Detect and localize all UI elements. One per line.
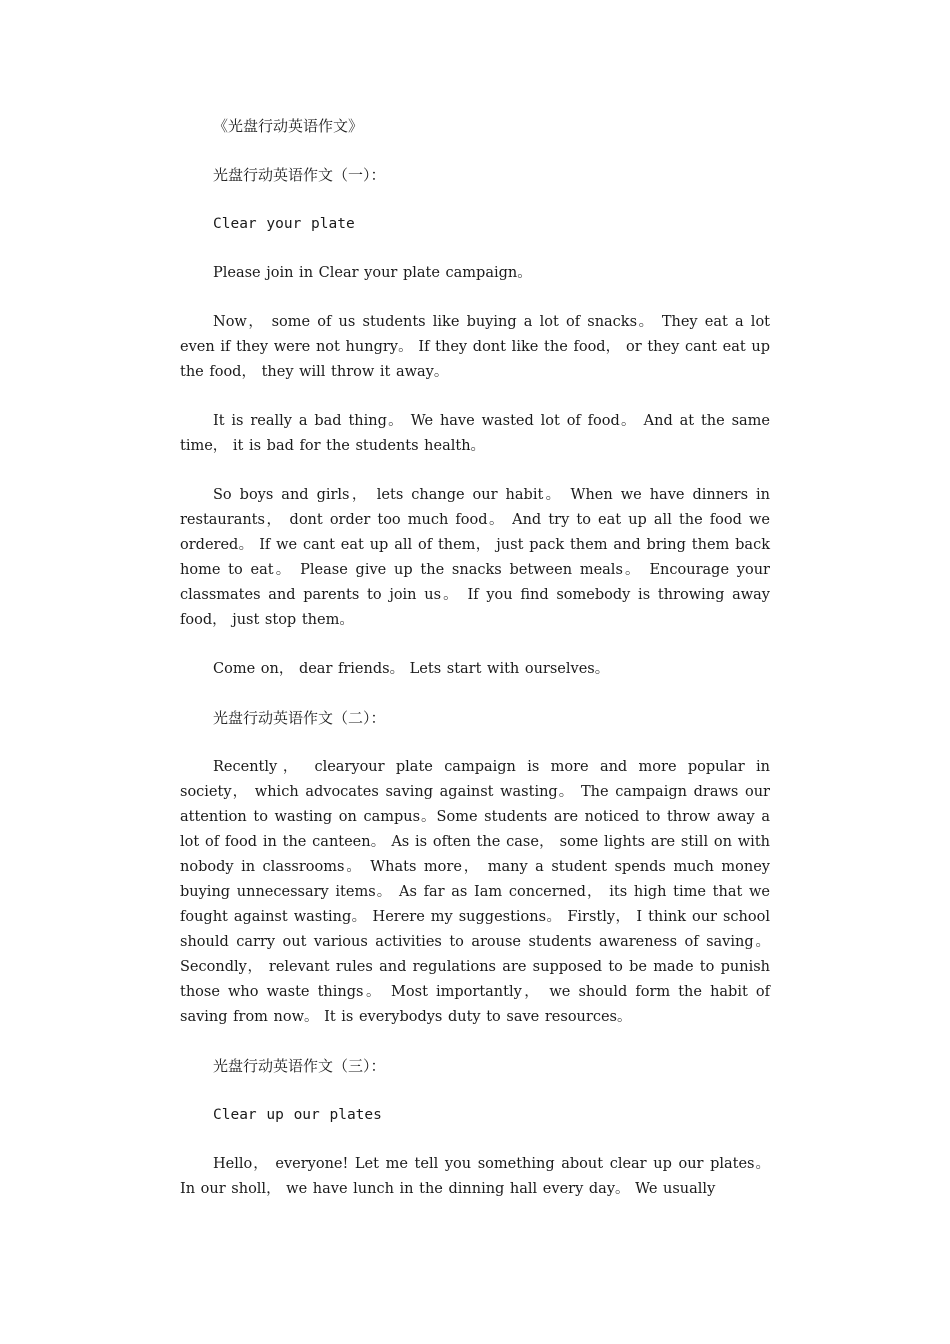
section-1-paragraph-3: It is really a bad thing。 We have wasted lot of food。 And at the same time， it is bad for the students health。 (180, 413, 770, 454)
section-3-paragraph-1: Hello， everyone! Let me tell you something about clear up our plates。 In our sholl， we have lunch in the dinning hall every day。 We usually (180, 1156, 770, 1197)
section-1-paragraph-4: So boys and girls， lets change our habit。 When we have dinners in restaurants， dont order too much food。 And try to eat up all the food we ordered。 If we cant eat up all of them， just pack them and bring them back home to eat。 Please give up the snacks between meals。 Encourage your classmates and parents to join us。 If you find somebody is throwing away food， just stop them。 (180, 487, 770, 628)
section-1-paragraph-5: Come on， dear friends。 Lets start with ourselves。 (213, 661, 610, 677)
section-2-heading: 光盘行动英语作文（二）： (213, 709, 386, 727)
section-1-paragraph-1: Please join in Clear your plate campaign。 (213, 265, 532, 281)
section-2-paragraph-1: Recently， clearyour plate campaign is more and more popular in society， which advocates saving against wasting。 The campaign draws our attention to wasting on campus。Some students are noticed to throw away a lot of food in the canteen。 As is often the case， some lights are still on with nobody in classrooms。 Whats more， many a student spends much money buying unnecessary items。 As far as Iam concerned， its high time that we fought against wasting。 Herere my suggestions。 Firstly， I think our school should carry out various activities to arouse students awareness of saving。 Secondly， relevant rules and regulations are supposed to be made to punish those who waste things。 Most importantly， we should form the habit of saving from now。 It is everybodys duty to save resources。 (180, 759, 770, 1025)
section-3-subtitle: Clear up our plates (213, 1107, 382, 1123)
section-1-paragraph-2: Now， some of us students like buying a lot of snacks。 They eat a lot even if they were not hungry。 If they dont like the food， or they cant eat up the food， they will throw it away。 (180, 314, 770, 380)
section-1-heading: 光盘行动英语作文（一）： (213, 166, 386, 184)
section-1-subtitle: Clear your plate (213, 216, 355, 232)
document-body (180, 114, 770, 1202)
section-3-heading: 光盘行动英语作文（三）： (213, 1057, 386, 1075)
document-title: 《光盘行动英语作文》 (213, 117, 364, 135)
